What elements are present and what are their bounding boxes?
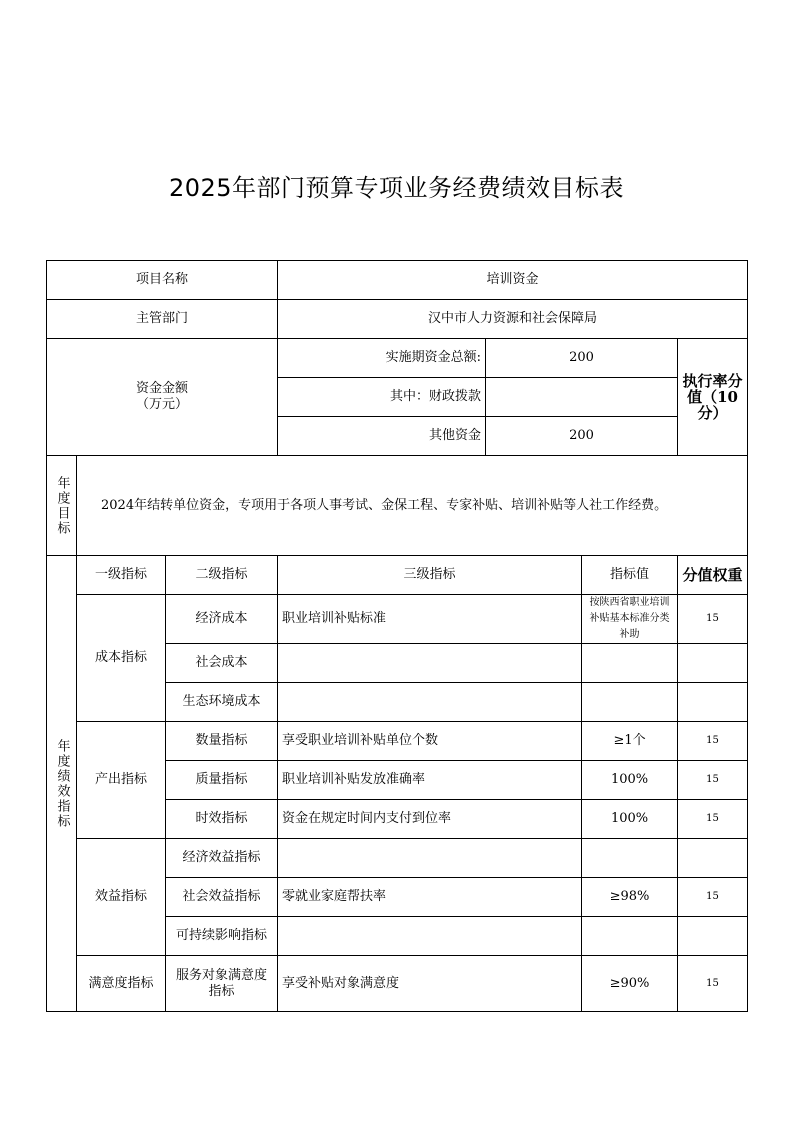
project-name-value: 培训资金 <box>278 261 748 300</box>
funds-label-line1: 资金金额 <box>136 381 189 396</box>
weight-cell <box>678 917 748 956</box>
funds-label-line2: （万元） <box>136 397 189 412</box>
level3-cell: 零就业家庭帮扶率 <box>278 878 582 917</box>
level2-cell: 社会成本 <box>166 644 278 683</box>
department-row <box>47 300 748 339</box>
weight-cell: 15 <box>678 761 748 800</box>
level2-cell: 数量指标 <box>166 722 278 761</box>
level2-cell: 服务对象满意度指标 <box>166 956 278 1012</box>
header-level3: 三级指标 <box>278 556 582 595</box>
level1-benefit: 效益指标 <box>77 839 166 956</box>
weight-cell <box>678 839 748 878</box>
performance-target-table <box>46 260 748 1012</box>
fiscal-funds-value <box>486 378 678 417</box>
level2-cell: 质量指标 <box>166 761 278 800</box>
level2-cell: 时效指标 <box>166 800 278 839</box>
level2-cell: 经济成本 <box>166 595 278 644</box>
level3-cell <box>278 839 582 878</box>
header-level2: 二级指标 <box>166 556 278 595</box>
annual-goal-text: 2024年结转单位资金，专项用于各项人事考试、金保工程、专家补贴、培训补贴等人社工作经费。 <box>77 456 748 556</box>
execution-rate-score: 执行率分值（10分） <box>678 339 748 456</box>
header-value: 指标值 <box>582 556 678 595</box>
indicators-side-label-cell <box>47 556 77 1012</box>
indicator-header-row <box>47 556 748 595</box>
table-row <box>47 722 748 761</box>
table-row <box>47 839 748 878</box>
funds-label <box>47 339 278 456</box>
weight-cell: 15 <box>678 878 748 917</box>
project-name-row <box>47 261 748 300</box>
other-funds-label: 其他资金 <box>278 417 486 456</box>
level2-cell: 可持续影响指标 <box>166 917 278 956</box>
level2-cell: 经济效益指标 <box>166 839 278 878</box>
annual-goal-label-cell <box>47 456 77 556</box>
value-cell: ≥1个 <box>582 722 678 761</box>
weight-cell: 15 <box>678 595 748 644</box>
level2-cell: 生态环境成本 <box>166 683 278 722</box>
weight-cell: 15 <box>678 800 748 839</box>
level1-cost: 成本指标 <box>77 595 166 722</box>
level1-output: 产出指标 <box>77 722 166 839</box>
table-row <box>47 595 748 644</box>
weight-cell: 15 <box>678 956 748 1012</box>
page-title: 2025年部门预算专项业务经费绩效目标表 <box>168 174 625 202</box>
department-value: 汉中市人力资源和社会保障局 <box>278 300 748 339</box>
value-cell: 100% <box>582 800 678 839</box>
header-weight: 分值权重 <box>678 556 748 595</box>
value-cell <box>582 683 678 722</box>
funds-total-row <box>47 339 748 378</box>
project-name-label: 项目名称 <box>47 261 278 300</box>
level3-cell: 享受职业培训补贴单位个数 <box>278 722 582 761</box>
annual-goal-row <box>47 456 748 556</box>
indicators-side-label: 年度绩效指标 <box>54 738 70 829</box>
department-label: 主管部门 <box>47 300 278 339</box>
total-funds-label: 实施期资金总额: <box>278 339 486 378</box>
level3-cell <box>278 683 582 722</box>
level1-satisfaction: 满意度指标 <box>77 956 166 1012</box>
level3-cell: 资金在规定时间内支付到位率 <box>278 800 582 839</box>
level3-cell <box>278 644 582 683</box>
annual-goal-label: 年度目标 <box>54 475 70 536</box>
value-cell: 100% <box>582 761 678 800</box>
level3-cell: 享受补贴对象满意度 <box>278 956 582 1012</box>
level3-cell: 职业培训补贴标准 <box>278 595 582 644</box>
value-cell: ≥98% <box>582 878 678 917</box>
weight-cell: 15 <box>678 722 748 761</box>
total-funds-value: 200 <box>486 339 678 378</box>
value-cell <box>582 644 678 683</box>
weight-cell <box>678 683 748 722</box>
value-cell <box>582 839 678 878</box>
value-cell <box>582 917 678 956</box>
value-cell: ≥90% <box>582 956 678 1012</box>
level3-cell: 职业培训补贴发放准确率 <box>278 761 582 800</box>
other-funds-value: 200 <box>486 417 678 456</box>
weight-cell <box>678 644 748 683</box>
level3-cell <box>278 917 582 956</box>
table-row <box>47 956 748 1012</box>
level2-cell: 社会效益指标 <box>166 878 278 917</box>
value-cell: 按陕西省职业培训补贴基本标准分类补助 <box>582 595 678 644</box>
fiscal-funds-label: 其中：财政拨款 <box>278 378 486 417</box>
header-level1: 一级指标 <box>77 556 166 595</box>
